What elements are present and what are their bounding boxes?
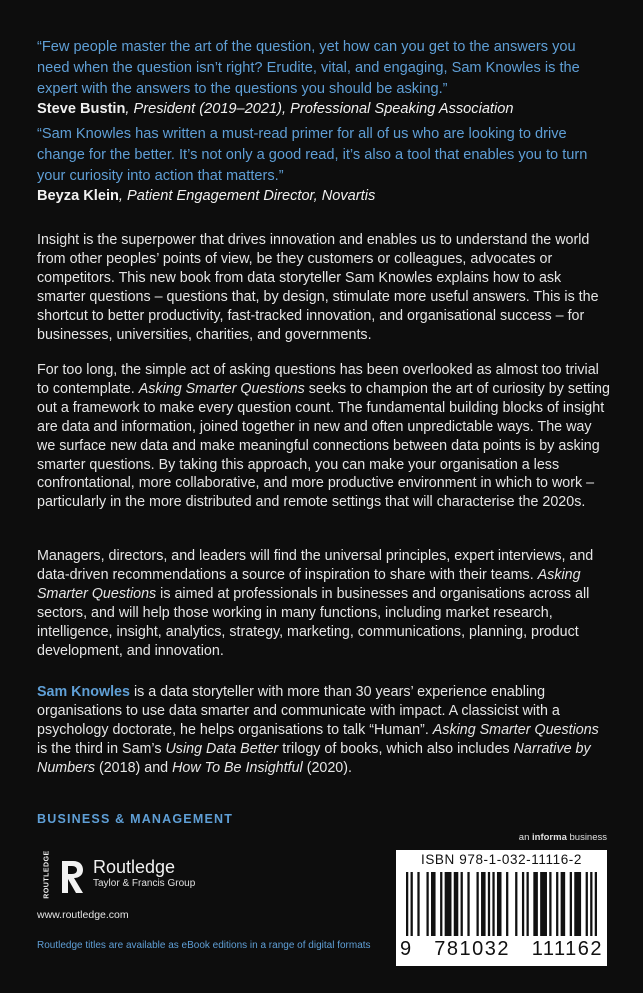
barcode-bar xyxy=(445,872,452,936)
barcode-bar xyxy=(549,872,551,936)
quote-1-attribution xyxy=(37,99,612,120)
barcode-bar xyxy=(533,872,538,936)
author-name: Sam Knowles xyxy=(37,684,130,700)
barcode-digits-left: 781032 xyxy=(434,938,511,960)
publisher-wordmark xyxy=(93,857,195,891)
publisher-vertical-wordmark xyxy=(37,850,51,899)
quote-2-role: , Patient Engagement Director, Novartis xyxy=(118,188,376,204)
author-bio-part-b: is the third in Sam’s xyxy=(37,740,166,757)
quote-1-name: Steve Bustin xyxy=(37,101,126,117)
barcode-bar xyxy=(556,872,558,936)
author-bio-book-title-4: How To Be Insightful xyxy=(172,759,303,776)
author-bio-book-title-1: Asking Smarter Questions xyxy=(432,721,599,738)
barcode-bar xyxy=(426,872,428,936)
author-bio-part-d: (2018) and xyxy=(95,759,173,776)
barcode-bar xyxy=(492,872,494,936)
barcode-bar xyxy=(570,872,572,936)
paragraph-2-part-a: For too long, the simple act of asking questions has been overlooked as almost too trivial to contemplate. xyxy=(37,362,599,397)
routledge-r-icon xyxy=(59,857,85,897)
paragraph-1: Insight is the superpower that drives innovation and enables us to understand the world from other peoples’ points of view, be they customers or colleagues, advocates or competitors. This new book from data storyteller Sam Knowles explains how to ask smarter questions – questions that, by design, stimulate more useful answers. This is the shortcut to better productivity, fast-tracked innovation, and organisational success – for businesses, universities, charities, and governments. xyxy=(37,232,599,343)
barcode-bar xyxy=(440,872,442,936)
author-bio-book-title-3: Narrative by Numbers xyxy=(37,740,591,776)
quote-1-role: , President (2019–2021), Professional Speaking Association xyxy=(125,101,514,117)
category-label: BUSINESS & MANAGEMENT xyxy=(37,812,234,826)
isbn-barcode xyxy=(396,850,607,966)
barcode-bar xyxy=(467,872,469,936)
barcode-bar xyxy=(574,872,581,936)
publisher-url[interactable]: www.routledge.com xyxy=(37,909,129,921)
author-bio-part-c: trilogy of books, which also includes xyxy=(278,740,514,757)
paragraph-2-part-b: seeks to champion the art of curiosity by setting out a framework to make every question count. The fundamental building blocks of insight are data and information, joined together in new and often unpredictable ways. The way we surface new data and make meaningful connections between data points is by asking smarter questions. By taking this approach, you can make your organisation a less confrontational, more collaborative, and more productive environment in which to work – particularly in the more distributed and remote settings that will characterise the 2020s. xyxy=(37,380,610,511)
paragraph-3 xyxy=(37,547,612,660)
isbn-label: ISBN 978-1-032-11116-2 xyxy=(420,852,583,867)
paragraph-2 xyxy=(37,361,612,512)
footer-ebook-note: Routledge titles are available as eBook editions in a range of digital formats xyxy=(37,940,371,951)
barcode-bar xyxy=(561,872,566,936)
barcode-bar xyxy=(506,872,508,936)
informa-tagline xyxy=(519,832,607,843)
barcode-bar xyxy=(540,872,547,936)
barcode-bar xyxy=(417,872,419,936)
barcode-bar xyxy=(406,872,408,936)
informa-brand: informa xyxy=(532,832,567,843)
barcode-bar xyxy=(481,872,486,936)
quote-2-attribution xyxy=(37,186,612,207)
barcode-bar xyxy=(515,872,517,936)
barcode-bar xyxy=(590,872,592,936)
barcode-bar xyxy=(431,872,436,936)
barcode-digit-lead: 9 xyxy=(400,938,413,960)
barcode-digits-right: 111162 xyxy=(531,938,603,960)
author-bio-book-title-2: Using Data Better xyxy=(165,740,279,757)
publisher-vertical-text: ROUTLEDGE xyxy=(43,850,51,899)
publisher-brand: Routledge xyxy=(93,857,176,877)
paragraph-3-part-b: is aimed at professionals in businesses and organisations across all sectors, and will help those working in many functions, including market research, intelligence, insight, analytics, strategy, marketing, communications, planning, product development, and innovation. xyxy=(37,585,590,659)
barcode-bar xyxy=(527,872,529,936)
barcode-bar xyxy=(586,872,588,936)
informa-suffix: business xyxy=(566,832,607,843)
barcode-bar xyxy=(461,872,463,936)
barcode-bar xyxy=(476,872,478,936)
author-bio xyxy=(37,683,612,778)
author-bio-part-e: (2020). xyxy=(302,759,352,776)
publisher-group: Taylor & Francis Group xyxy=(93,878,196,889)
author-bio-part-a: is a data storyteller with more than 30 years’ experience enabling organisations to use data smarter and communicate with impact. A classicist with a psychology doctorate, he helps organisations to talk “Human”. xyxy=(37,684,560,738)
quote-2-text: “Sam Knowles has written a must-read primer for all of us who are looking to drive change for the better. It’s not only a good read, it’s also a tool that enables you to turn your curiosity into action that matters.” xyxy=(37,126,588,184)
paragraph-2-book-title: Asking Smarter Questions xyxy=(138,380,305,397)
quote-2-name: Beyza Klein xyxy=(37,188,119,204)
barcode-bar xyxy=(411,872,413,936)
quote-1-text: “Few people master the art of the question, yet how can you get to the answers you need when the question isn’t right? Erudite, vital, and engaging, Sam Knowles is the expert with the answers to the questions you should be asking.” xyxy=(37,39,580,97)
barcode-digits xyxy=(396,938,607,961)
barcode-bar xyxy=(488,872,490,936)
paragraph-3-part-a: Managers, directors, and leaders will find the universal principles, expert interviews, and data-driven recommendations a source of inspiration to share with their teams. xyxy=(37,548,594,583)
barcode-bar xyxy=(497,872,502,936)
publisher-logo xyxy=(37,850,196,899)
barcode-bar xyxy=(454,872,459,936)
informa-prefix: an xyxy=(518,832,533,843)
barcode-bar xyxy=(522,872,524,936)
barcode-bars xyxy=(406,872,597,936)
paragraph-3-book-title: Asking Smarter Questions xyxy=(37,566,581,602)
barcode-bar xyxy=(595,872,597,936)
